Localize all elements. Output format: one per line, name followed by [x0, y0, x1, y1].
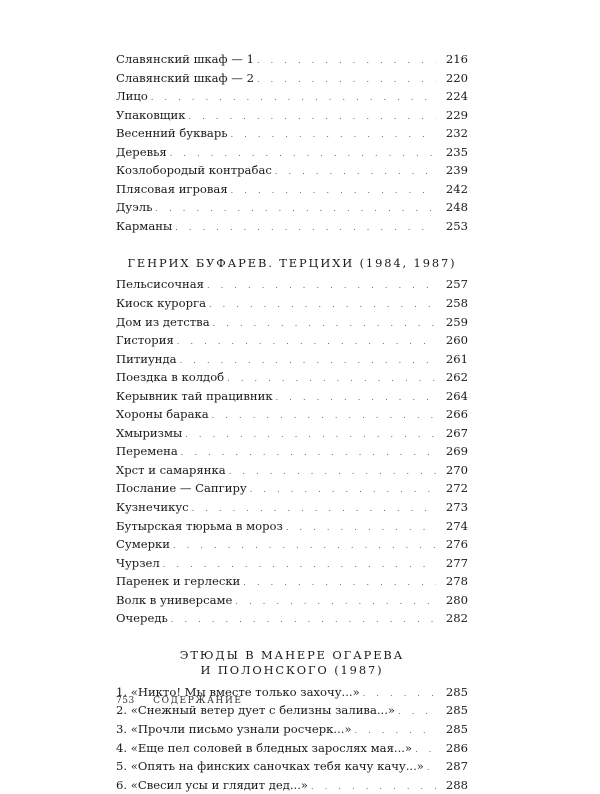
entry-title: Паренек и герлески: [116, 574, 241, 589]
toc-entry: [116, 776, 468, 794]
entry-page: 278: [445, 574, 468, 589]
dot-leader: [207, 282, 436, 290]
toc-entry: [116, 442, 468, 461]
toc-entry: [116, 217, 468, 236]
toc-entry: [116, 368, 468, 387]
entry-page: 248: [445, 200, 468, 215]
entry-page: 229: [445, 107, 468, 122]
toc-entry: [116, 50, 468, 69]
toc-entry: [116, 124, 468, 143]
entry-page: 220: [445, 70, 468, 85]
section-heading: ГЕНРИХ БУФАРЕВ. ТЕРЦИХИ (1984, 1987): [127, 256, 457, 271]
dot-leader: [257, 57, 436, 65]
toc-entry: [116, 757, 468, 776]
entry-title: Хмыризмы: [116, 425, 183, 440]
entry-page: 253: [445, 218, 468, 233]
entry-page: 260: [445, 333, 468, 348]
toc-entry: [116, 479, 468, 498]
entry-title: 5. «Опять на финских саночках тебя качу качу...»: [116, 759, 424, 774]
dot-leader: [250, 486, 436, 494]
dot-leader: [427, 764, 436, 772]
entry-page: 264: [445, 388, 468, 403]
dot-leader: [151, 94, 436, 102]
entry-title: Поездка в колдоб: [116, 370, 225, 385]
section-heading-line: ЭТЮДЫ В МАНЕРЕ ОГАРЕВА: [179, 647, 405, 662]
entry-title: Дуэль: [116, 200, 153, 215]
toc-entry: [116, 609, 468, 628]
entry-page: 257: [445, 277, 468, 292]
toc-entry: [116, 350, 468, 369]
entry-page: 224: [445, 89, 468, 104]
dot-leader: [171, 616, 436, 624]
dot-leader: [231, 131, 436, 139]
dot-leader: [243, 579, 436, 587]
entry-page: 273: [445, 500, 468, 515]
dot-leader: [231, 187, 436, 195]
entry-title: Керывник тай працивник: [116, 388, 273, 403]
running-title: СОДЕРЖАНИЕ: [153, 696, 243, 706]
toc-entry: [116, 106, 468, 125]
dot-leader: [213, 320, 436, 328]
entry-page: 288: [445, 777, 468, 792]
dot-leader: [185, 431, 436, 439]
toc-entry: [116, 535, 468, 554]
toc-entry: [116, 294, 468, 313]
dot-leader: [286, 524, 436, 532]
entry-title: 4. «Еще пел соловей в бледных зарослях мая...»: [116, 740, 413, 755]
toc-entry: [116, 69, 468, 88]
dot-leader: [275, 168, 436, 176]
section-heading-line: И ПОЛОНСКОГО (1987): [200, 662, 384, 677]
entry-page: 216: [445, 52, 468, 66]
dot-leader: [175, 224, 436, 232]
entry-page: 272: [445, 481, 468, 496]
entry-title: Карманы: [116, 218, 173, 233]
entry-page: 235: [445, 144, 468, 159]
table-of-contents: [116, 44, 468, 794]
dot-leader: [177, 338, 436, 346]
dot-leader: [311, 783, 436, 791]
entry-page: 239: [445, 163, 468, 178]
entry-title: Дом из детства: [116, 314, 210, 329]
entry-title: Перемена: [116, 444, 178, 459]
toc-entry: [116, 405, 468, 424]
entry-page: 259: [445, 314, 468, 329]
entry-page: 277: [445, 555, 468, 570]
dot-leader: [163, 561, 436, 569]
dot-leader: [363, 690, 436, 698]
toc-entry: [116, 387, 468, 406]
entry-page: 258: [445, 296, 468, 311]
toc-entry: [116, 424, 468, 443]
entry-page: 261: [445, 351, 468, 366]
entry-title: Бутырская тюрьма в мороз: [116, 518, 283, 533]
entry-title: Хороны барака: [116, 407, 209, 422]
entry-page: 286: [445, 740, 468, 755]
entry-title: Деревья: [116, 144, 167, 159]
entry-page: 287: [445, 759, 468, 774]
toc-entry: [116, 180, 468, 199]
entry-title: 6. «Свесил усы и глядит дед...»: [116, 777, 309, 792]
entry-title: Гистория: [116, 333, 174, 348]
entry-page: 269: [445, 444, 468, 459]
entry-title: Кузнечикус: [116, 500, 189, 515]
entry-title: Плясовая игровая: [116, 181, 228, 196]
entry-page: 267: [445, 425, 468, 440]
page-number: 753: [116, 696, 135, 706]
toc-entry: [116, 331, 468, 350]
toc-entry: [116, 498, 468, 517]
dot-leader: [155, 205, 436, 213]
toc-entry: [116, 275, 468, 294]
dot-leader: [192, 505, 436, 513]
entry-page: 285: [445, 684, 468, 699]
entry-page: 276: [445, 537, 468, 552]
entry-page: 285: [445, 721, 468, 736]
entry-title: Киоск курорга: [116, 296, 206, 311]
entry-title: Славянский шкаф — 2: [116, 70, 254, 85]
entry-title: 2. «Снежный ветер дует с белизны залива...»: [116, 703, 396, 718]
entry-title: Козлобородый контрабас: [116, 163, 272, 178]
toc-entry: [116, 591, 468, 610]
dot-leader: [355, 727, 436, 735]
entry-title: Лицо: [116, 89, 148, 104]
entry-title: Хрст и самарянка: [116, 462, 226, 477]
entry-title: Пельсисочная: [116, 277, 204, 292]
dot-leader: [170, 150, 436, 158]
entry-title: Упаковщик: [116, 107, 186, 122]
toc-entry: [116, 87, 468, 106]
entry-title: Питиунда: [116, 351, 177, 366]
dot-leader: [181, 449, 436, 457]
toc-entry: [116, 572, 468, 591]
dot-leader: [257, 76, 436, 84]
entry-page: 266: [445, 407, 468, 422]
entry-title: Славянский шкаф — 1: [116, 52, 254, 66]
toc-entry: [116, 143, 468, 162]
section-heading: [116, 648, 468, 678]
toc-entry: [116, 461, 468, 480]
entry-page: 242: [445, 181, 468, 196]
entry-page: 282: [445, 611, 468, 626]
toc-section-1: [116, 50, 468, 235]
entry-title: Сумерки: [116, 537, 170, 552]
entry-page: 270: [445, 462, 468, 477]
entry-page: 280: [445, 592, 468, 607]
entry-page: 285: [445, 703, 468, 718]
dot-leader: [209, 301, 436, 309]
toc-entry: [116, 720, 468, 739]
entry-title: Очередь: [116, 611, 168, 626]
entry-page: 232: [445, 126, 468, 141]
page-footer: [116, 696, 243, 706]
entry-title: Чурзел: [116, 555, 160, 570]
dot-leader: [235, 598, 436, 606]
toc-entry: [116, 517, 468, 536]
entry-title: Волк в универсаме: [116, 592, 233, 607]
dot-leader: [212, 412, 436, 420]
entry-page: 274: [445, 518, 468, 533]
toc-entry: [116, 198, 468, 217]
dot-leader: [227, 375, 436, 383]
dot-leader: [229, 468, 436, 476]
entry-title: Весенний букварь: [116, 126, 228, 141]
dot-leader: [276, 394, 436, 402]
entry-page: 262: [445, 370, 468, 385]
entry-title: 3. «Прочли письмо узнали росчерк...»: [116, 721, 352, 736]
toc-section-2: [116, 275, 468, 627]
toc-entry: [116, 313, 468, 332]
dot-leader: [189, 113, 436, 121]
toc-entry: [116, 161, 468, 180]
dot-leader: [173, 542, 436, 550]
dot-leader: [180, 357, 436, 365]
toc-entry: [116, 554, 468, 573]
entry-title: Послание — Сапгиру: [116, 481, 247, 496]
entry-title: 1. «Никто! Мы вместе только захочу...»: [116, 684, 360, 699]
dot-leader: [398, 708, 436, 716]
toc-entry: [116, 739, 468, 758]
